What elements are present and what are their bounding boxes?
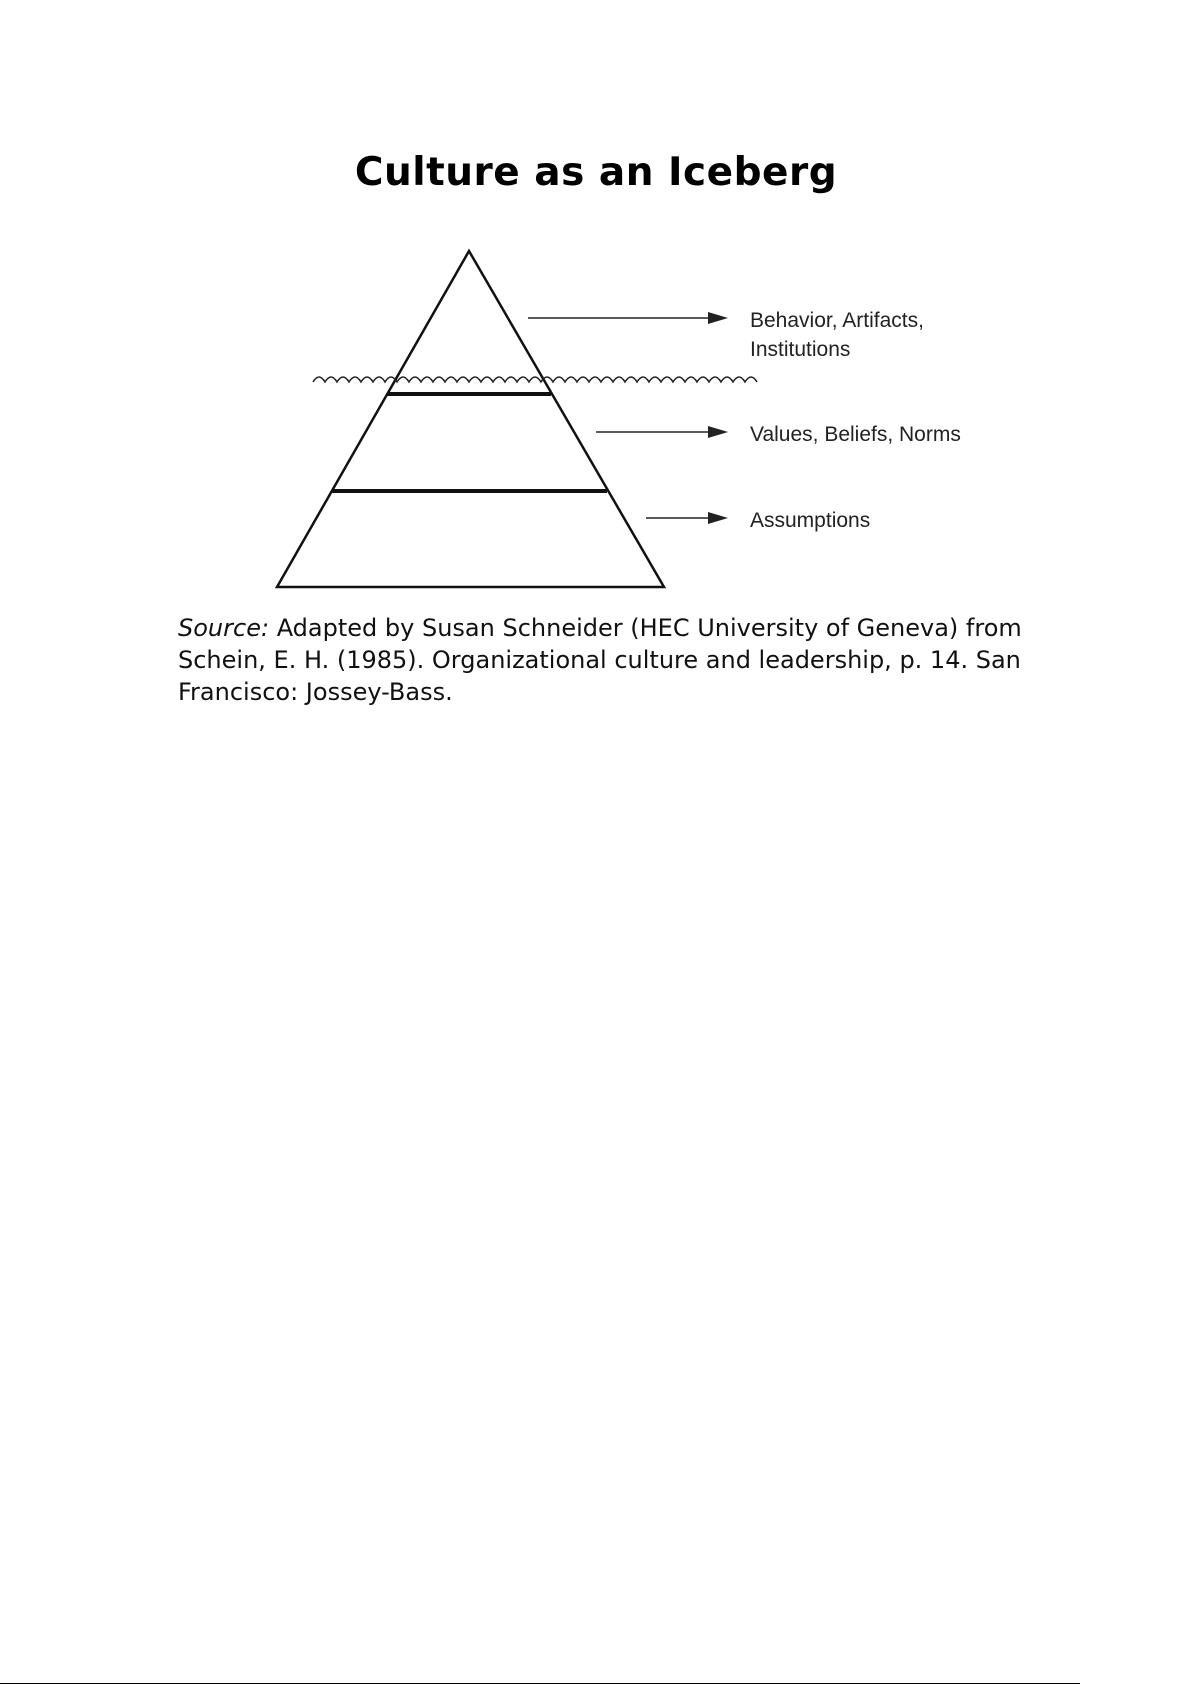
- iceberg-diagram: [0, 0, 1192, 600]
- arrow-values: [596, 426, 728, 438]
- label-assumptions: Assumptions: [750, 509, 871, 532]
- arrow-assumptions: [646, 512, 728, 524]
- label-values: Values, Beliefs, Norms: [750, 423, 961, 446]
- label-behavior-line1: Behavior, Artifacts,: [750, 309, 924, 332]
- source-text: Adapted by Susan Schneider (HEC University of Geneva) from Schein, E. H. (1985). Organizational culture and leadership, p. 14. San Francisco: Jossey-Bass.: [178, 614, 1022, 706]
- source-label: Source:: [178, 614, 270, 642]
- label-behavior-line2: Institutions: [750, 338, 851, 361]
- bottom-rule: [0, 1683, 1080, 1684]
- source-citation: [178, 612, 1048, 708]
- page-title: Culture as an Iceberg: [354, 150, 838, 195]
- iceberg-triangle: [277, 251, 664, 587]
- arrow-behavior: [528, 312, 728, 324]
- waterline-wave: [313, 377, 757, 382]
